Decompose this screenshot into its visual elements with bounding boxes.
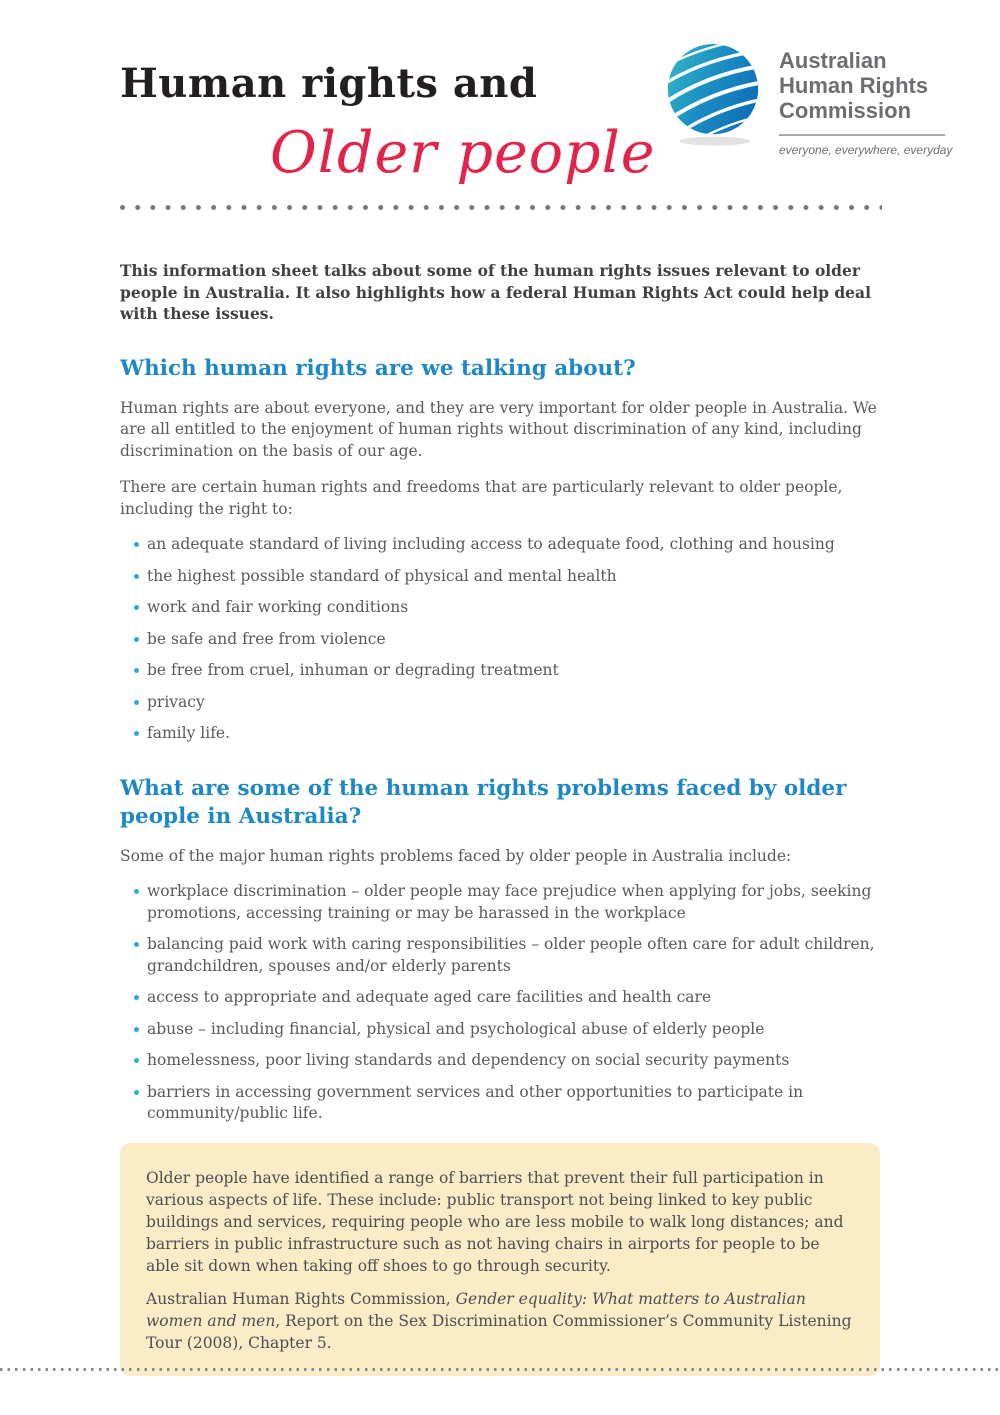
- list-item: [134, 723, 880, 745]
- bullet-icon: [134, 1027, 139, 1032]
- callout-citation: [146, 1288, 854, 1354]
- list-item: [134, 934, 880, 977]
- bullet-icon: [134, 700, 139, 705]
- callout-body-text: Older people have identified a range of barriers that prevent their full participation in various aspects of life. These include: public transport not being linked to key public buildings and services, requiring people who are less mobile to walk long distances; and barriers in public infrastructure such as not having chairs in airports for people to be able sit down when taking off shoes to go through security.: [146, 1168, 844, 1275]
- bullet-icon: [134, 995, 139, 1000]
- list-item-text: work and fair working conditions: [147, 598, 409, 616]
- list-item-text: family life.: [147, 724, 231, 742]
- main-content: [0, 260, 1000, 1376]
- list-item: [134, 660, 880, 682]
- bullet-icon: [134, 1090, 139, 1095]
- bullet-icon: [134, 574, 139, 579]
- bullet-icon: [134, 637, 139, 642]
- bullet-icon: [134, 942, 139, 947]
- bullet-icon: [134, 889, 139, 894]
- logo-org-line3: Commission: [779, 98, 912, 123]
- page-subtitle: Older people: [270, 120, 656, 186]
- list-item-text: homelessness, poor living standards and dependency on social security payments: [147, 1051, 790, 1069]
- section2-heading: What are some of the human rights problems faced by older people in Australia?: [120, 775, 847, 829]
- bullet-icon: [134, 668, 139, 673]
- callout-box: [120, 1143, 880, 1376]
- globe-swirl-icon: [663, 42, 763, 148]
- list-item: [134, 629, 880, 651]
- citation-title: Gender equality: What matters to Australian women and men: [146, 1289, 806, 1330]
- list-item: [134, 881, 880, 924]
- list-item-text: barriers in accessing government services and other opportunities to participate in community/public life.: [147, 1082, 804, 1122]
- list-item: [134, 1050, 880, 1072]
- citation-suffix: , Report on the Sex Discrimination Commissioner’s Community Listening Tour (2008), Chapter 5.: [146, 1311, 852, 1352]
- list-item-text: abuse – including financial, physical and psychological abuse of elderly people: [147, 1019, 765, 1038]
- intro-paragraph: This information sheet talks about some of the human rights issues relevant to older people in Australia. It also highlights how a federal Human Rights Act could help deal with these issues.: [120, 261, 871, 323]
- list-item-text: access to appropriate and adequate aged care facilities and health care: [147, 988, 712, 1006]
- list-item: [134, 692, 880, 714]
- list-item: [134, 534, 880, 556]
- list-item: [134, 566, 880, 588]
- list-item-text: balancing paid work with caring responsibilities – older people often care for adult children, grandchildren, spouses and/or elderly parents: [147, 935, 875, 975]
- list-item-text: be free from cruel, inhuman or degrading treatment: [147, 661, 559, 679]
- logo-text-block: [779, 42, 952, 157]
- list-item-text: an adequate standard of living including access to adequate food, clothing and housing: [147, 535, 835, 553]
- bullet-icon: [134, 542, 139, 547]
- header: [0, 0, 1000, 232]
- list-item-text: be safe and free from violence: [147, 629, 386, 648]
- bullet-icon: [134, 1058, 139, 1063]
- bullet-icon: [134, 605, 139, 610]
- section1-heading: Which human rights are we talking about?: [120, 355, 636, 381]
- footer-dotted-divider: [0, 1368, 1000, 1371]
- problems-bullet-list: [120, 881, 880, 1125]
- list-item-text: privacy: [147, 692, 205, 711]
- bullet-icon: [134, 731, 139, 736]
- section2-paragraph-1: Some of the major human rights problems faced by older people in Australia include:: [120, 846, 792, 865]
- section1-paragraph-1: Human rights are about everyone, and they are very important for older people in Australia. We are all entitled to the enjoyment of human rights without discrimination of any kind, including discrimination on the basis of our age.: [120, 398, 877, 460]
- header-dotted-divider: [120, 205, 882, 211]
- list-item-text: the highest possible standard of physical and mental health: [147, 566, 617, 585]
- list-item: [134, 1019, 880, 1041]
- list-item: [134, 1082, 880, 1125]
- list-item: [134, 597, 880, 619]
- logo-divider: [779, 134, 945, 136]
- list-item-text: workplace discrimination – older people may face prejudice when applying for jobs, seeking promotions, accessing training or may be harassed in the workplace: [147, 882, 872, 922]
- page-title: Human rights and: [120, 60, 538, 107]
- citation-prefix: Australian Human Rights Commission,: [146, 1289, 456, 1308]
- rights-bullet-list: [120, 534, 880, 745]
- logo-org-line1: Australian: [779, 48, 887, 73]
- list-item: [134, 987, 880, 1009]
- logo-org-line2: Human Rights: [779, 73, 929, 98]
- section1-paragraph-2: There are certain human rights and freedoms that are particularly relevant to older people, including the right to:: [120, 478, 843, 518]
- ahrc-logo: [663, 42, 952, 157]
- logo-tagline: everyone, everywhere, everyday: [779, 143, 953, 157]
